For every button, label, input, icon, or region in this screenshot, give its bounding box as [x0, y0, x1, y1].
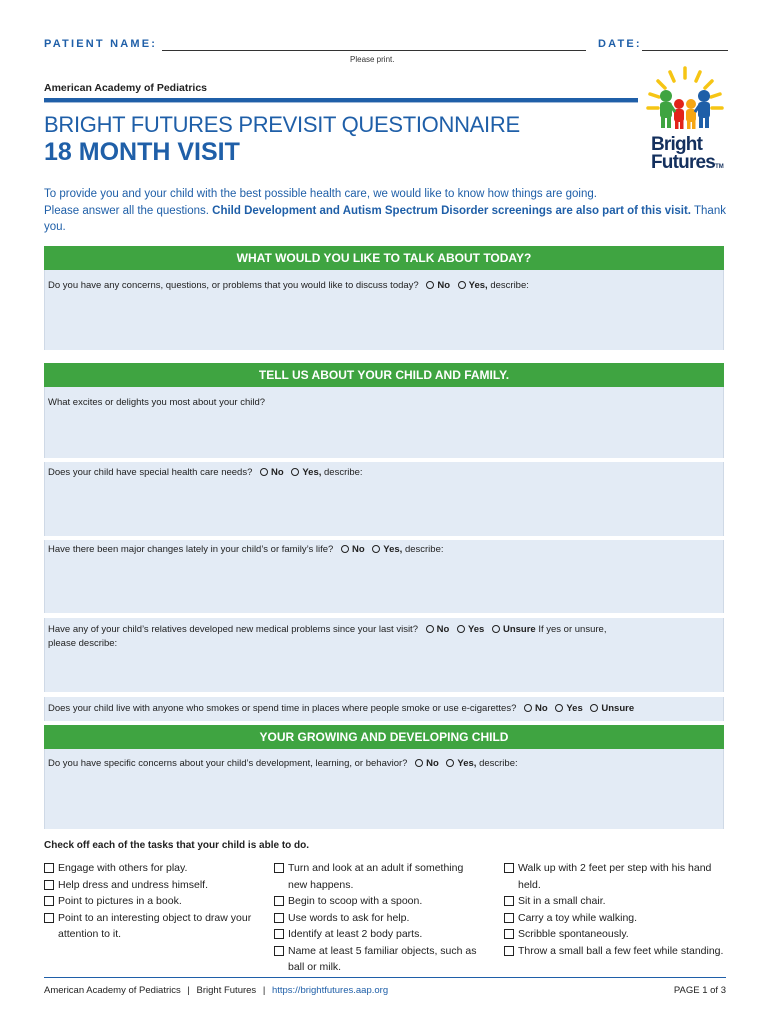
checkbox-icon[interactable]: [504, 946, 514, 956]
checkbox-icon[interactable]: [274, 913, 284, 923]
checklist-item[interactable]: [274, 926, 484, 943]
radio-no[interactable]: [426, 279, 450, 293]
checkbox-icon[interactable]: [274, 863, 284, 873]
radio-no[interactable]: [426, 623, 450, 637]
checkbox-icon[interactable]: [504, 863, 514, 873]
checkbox-icon[interactable]: [504, 929, 514, 939]
checklist-item[interactable]: [274, 860, 484, 893]
date-field[interactable]: [642, 50, 728, 51]
radio-no-label: No: [535, 703, 548, 714]
radio-yes-label: Yes: [566, 703, 583, 714]
family-figures-icon: [660, 90, 710, 129]
radio-no[interactable]: [415, 757, 439, 771]
checklist-item[interactable]: [274, 943, 484, 976]
radio-yes[interactable]: [458, 279, 488, 293]
question-delights: What excites or delights you most about your child?: [48, 397, 266, 408]
logo-text-futures: [651, 153, 724, 177]
radio-no-label: No: [437, 280, 451, 291]
footer-brand: Bright Futures: [196, 985, 257, 996]
radio-yes[interactable]: [372, 543, 402, 557]
radio-circle-icon: [260, 468, 268, 476]
radio-circle-icon: [458, 281, 466, 289]
radio-circle-icon: [291, 468, 299, 476]
checkbox-icon[interactable]: [504, 913, 514, 923]
radio-circle-icon: [524, 704, 532, 712]
question-smoke-text: Does your child live with anyone who smokes or spend time in places where people smoke or use e-cigarettes?: [48, 703, 517, 714]
logo-text-bright: Bright: [651, 134, 703, 155]
intro-line2: Please answer all the questions.: [44, 204, 209, 217]
question-changes: [48, 543, 444, 557]
checklist-item-label: Point to pictures in a book.: [58, 895, 182, 907]
patient-header: [44, 38, 728, 52]
radio-no-label: No: [426, 758, 439, 769]
radio-yes-label: Yes,: [468, 280, 488, 291]
checklist-item-label: Begin to scoop with a spoon.: [288, 895, 423, 907]
intro-paragraph: [44, 186, 728, 236]
checkbox-icon[interactable]: [44, 896, 54, 906]
checklist-item-label: Point to an interesting object to draw your attention to it.: [58, 911, 252, 940]
radio-unsure[interactable]: [492, 623, 536, 637]
radio-unsure[interactable]: [590, 702, 634, 716]
checklist-column-1: [44, 860, 254, 943]
checklist-item[interactable]: [504, 910, 726, 927]
footer-rule: [44, 977, 726, 978]
radio-no-label: No: [351, 544, 365, 555]
section-heading-talk: WHAT WOULD YOU LIKE TO TALK ABOUT TODAY?: [44, 246, 724, 270]
radio-circle-icon: [457, 625, 465, 633]
checklist-item[interactable]: [504, 860, 726, 893]
footer-url-link[interactable]: https://brightfutures.aap.org: [271, 985, 389, 996]
radio-no[interactable]: [341, 543, 365, 557]
radio-yes-label: Yes,: [457, 758, 477, 769]
patient-name-field[interactable]: [162, 50, 586, 51]
radio-circle-icon: [446, 759, 454, 767]
checklist-item-label: Scribble spontaneously.: [518, 928, 629, 940]
checklist-item[interactable]: [274, 910, 484, 927]
radio-no-label: No: [436, 624, 450, 635]
checklist-item[interactable]: [44, 893, 254, 910]
date-label: DATE:: [598, 38, 642, 50]
page-number: PAGE 1 of 3: [673, 985, 726, 996]
logo-tm: TM: [715, 164, 724, 170]
checkbox-icon[interactable]: [274, 946, 284, 956]
question-concerns: [48, 279, 529, 293]
intro-line1: To provide you and your child with the best possible health care, we would like to know how things are going.: [44, 188, 597, 200]
sun-rays-icon: [648, 68, 722, 108]
checklist-item-label: Identify at least 2 body parts.: [288, 928, 423, 940]
page-title: BRIGHT FUTURES PREVISIT QUESTIONNAIRE: [44, 112, 520, 137]
checkbox-icon[interactable]: [44, 880, 54, 890]
checklist-item[interactable]: [274, 893, 484, 910]
radio-yes-label: Yes: [467, 624, 485, 635]
checklist-item-label: Sit in a small chair.: [518, 895, 606, 907]
radio-circle-icon: [426, 281, 434, 289]
question-development-text: Do you have specific concerns about your child’s development, learning, or behavior?: [48, 758, 408, 769]
checkbox-icon[interactable]: [504, 896, 514, 906]
describe-label: describe:: [479, 758, 518, 769]
question-health-needs-text: Does your child have special health care needs?: [48, 467, 253, 478]
radio-circle-icon: [415, 759, 423, 767]
checklist-item[interactable]: [44, 910, 254, 943]
checklist-item[interactable]: [504, 943, 726, 960]
footer-separator: |: [262, 985, 266, 996]
question-relatives-text: Have any of your child’s relatives developed new medical problems since your last visit?: [48, 624, 418, 635]
please-print-note: Please print.: [350, 55, 395, 64]
checklist-item-label: Throw a small ball a few feet while standing.: [518, 944, 724, 957]
logo-futures-word: Futures: [651, 152, 716, 173]
describe-label: describe:: [404, 544, 444, 555]
radio-no[interactable]: [524, 702, 548, 716]
please-describe-label: please describe:: [48, 638, 118, 649]
checklist-item[interactable]: [504, 926, 726, 943]
radio-no-label: No: [271, 467, 284, 478]
footer-org: American Academy of Pediatrics: [44, 985, 181, 996]
checklist-item-label: Help dress and undress himself.: [58, 878, 208, 891]
checklist-item-label: Use words to ask for help.: [288, 911, 410, 924]
question-development: [48, 757, 518, 771]
question-concerns-text: Do you have any concerns, questions, or problems that you would like to discuss today?: [48, 280, 419, 291]
question-health-needs: [48, 466, 363, 480]
radio-circle-icon: [341, 545, 349, 553]
checklist-column-2: [274, 860, 484, 976]
radio-unsure-label: Unsure: [601, 703, 635, 714]
checklist-item-label: Engage with others for play.: [58, 862, 188, 874]
radio-circle-icon: [590, 704, 598, 712]
intro-thanks: Thank you.: [44, 204, 726, 233]
org-name: American Academy of Pediatrics: [44, 82, 208, 94]
question-changes-text: Have there been major changes lately in your child’s or family’s life?: [48, 544, 334, 555]
radio-unsure-label: Unsure: [502, 624, 536, 635]
footer-separator: |: [187, 985, 190, 996]
if-yes-label: If yes or unsure,: [538, 624, 607, 635]
checkbox-icon[interactable]: [274, 929, 284, 939]
radio-yes[interactable]: [457, 623, 484, 637]
section-heading-growing: YOUR GROWING AND DEVELOPING CHILD: [44, 725, 724, 749]
radio-circle-icon: [492, 625, 500, 633]
radio-yes-label: Yes,: [302, 467, 322, 478]
checklist-heading: Check off each of the tasks that your child is able to do.: [44, 840, 310, 851]
describe-label: describe:: [490, 280, 529, 291]
section-heading-family: TELL US ABOUT YOUR CHILD AND FAMILY.: [44, 363, 724, 387]
radio-yes-label: Yes,: [383, 544, 403, 555]
checkbox-icon[interactable]: [44, 863, 54, 873]
header-rule-thin: [44, 102, 638, 103]
describe-label: describe:: [324, 467, 363, 478]
radio-circle-icon: [555, 704, 563, 712]
question-smoke: [48, 702, 634, 716]
checklist-item[interactable]: [44, 877, 254, 894]
radio-circle-icon: [426, 625, 434, 633]
checklist-item[interactable]: [504, 893, 726, 910]
radio-yes[interactable]: [446, 757, 476, 771]
checkbox-icon[interactable]: [274, 896, 284, 906]
visit-title: 18 MONTH VISIT: [44, 138, 240, 166]
checkbox-icon[interactable]: [44, 913, 54, 923]
intro-screening-note: Child Development and Autism Spectrum Disorder screenings are also part of this visit.: [212, 204, 691, 217]
checklist-item[interactable]: [44, 860, 254, 877]
radio-yes[interactable]: [291, 466, 321, 480]
checklist-column-3: [504, 860, 726, 959]
checklist-item-label: Name at least 5 familiar objects, such as ball or milk.: [288, 944, 477, 973]
checklist-item-label: Walk up with 2 feet per step with his hand held.: [518, 862, 712, 891]
footer: [44, 985, 388, 996]
question-relatives: [48, 623, 606, 651]
checklist-item-label: Carry a toy while walking.: [518, 911, 638, 924]
radio-yes[interactable]: [555, 702, 582, 716]
radio-no[interactable]: [260, 466, 284, 480]
radio-circle-icon: [372, 545, 380, 553]
patient-name-label: PATIENT NAME:: [44, 38, 158, 50]
checklist-item-label: Turn and look at an adult if something new happens.: [288, 862, 464, 891]
